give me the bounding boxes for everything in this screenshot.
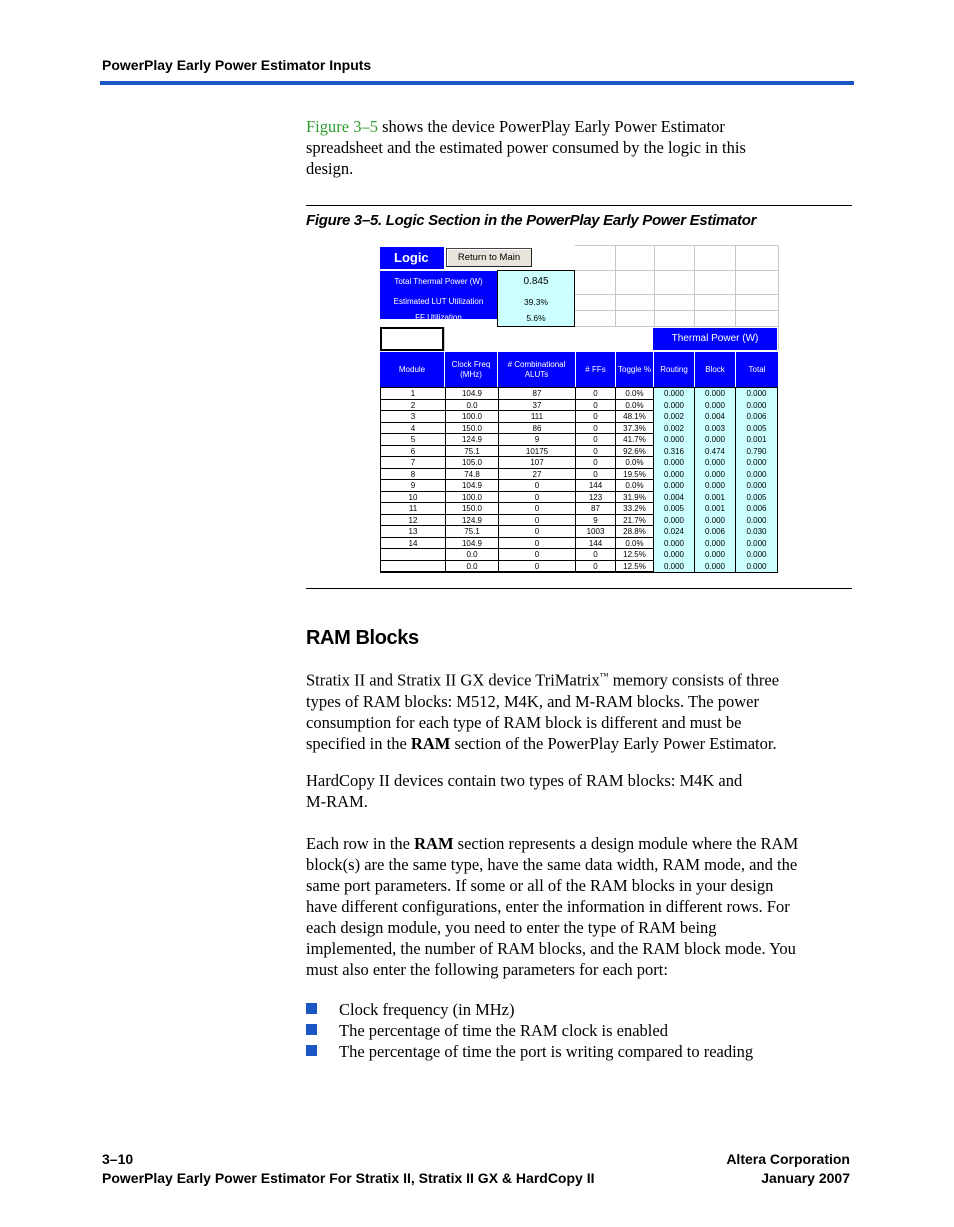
table-cell[interactable]: 0.005	[654, 503, 695, 515]
table-cell[interactable]: 0.000	[695, 457, 736, 469]
table-cell[interactable]: 28.8%	[616, 526, 654, 538]
table-cell[interactable]: 0.000	[695, 469, 736, 481]
p3-line-5: each design module, you need to enter the type of RAM being	[306, 918, 717, 937]
table-cell[interactable]: 31.9%	[616, 492, 654, 504]
table-cell[interactable]: 0.001	[736, 434, 778, 446]
table-cell[interactable]: 0	[499, 503, 576, 515]
table-cell[interactable]: 13	[381, 526, 446, 538]
table-cell[interactable]: 11	[381, 503, 446, 515]
p1-line-1a: Stratix II and Stratix II GX device TriMatrix	[306, 670, 600, 690]
p3-line-4: have different configurations, enter the information in different rows. For	[306, 897, 790, 916]
table-cell[interactable]: 86	[499, 423, 576, 435]
table-cell[interactable]: 92.6%	[616, 446, 654, 458]
table-cell[interactable]: 0	[576, 411, 616, 423]
p3-ram-bold: RAM	[414, 834, 454, 853]
table-cell[interactable]: 124.9	[446, 515, 499, 527]
table-cell[interactable]: 5	[381, 434, 446, 446]
table-cell[interactable]: 0	[576, 446, 616, 458]
table-row	[381, 423, 777, 435]
table-row	[381, 400, 777, 412]
table-cell[interactable]: 100.0	[446, 411, 499, 423]
table-row	[381, 503, 777, 515]
table-cell[interactable]: 10	[381, 492, 446, 504]
table-cell[interactable]: 12.5%	[616, 549, 654, 561]
table-cell[interactable]: 0	[499, 492, 576, 504]
ram-paragraph-1	[306, 666, 854, 754]
table-row	[381, 561, 777, 573]
table-cell[interactable]: 0.024	[654, 526, 695, 538]
logic-spreadsheet	[379, 245, 779, 575]
table-cell[interactable]: 48.1%	[616, 411, 654, 423]
table-cell[interactable]: 75.1	[446, 526, 499, 538]
footer-doc-title: PowerPlay Early Power Estimator For Stratix II, Stratix II GX & HardCopy II	[102, 1170, 595, 1186]
table-cell[interactable]: 12	[381, 515, 446, 527]
table-cell[interactable]: 0.000	[736, 457, 778, 469]
table-cell[interactable]: 0.474	[695, 446, 736, 458]
table-cell[interactable]: 0	[576, 423, 616, 435]
table-cell[interactable]: 10175	[499, 446, 576, 458]
table-row	[381, 526, 777, 538]
intro-paragraph	[306, 116, 854, 179]
table-cell[interactable]	[381, 549, 446, 561]
table-cell[interactable]: 0.000	[654, 538, 695, 550]
table-row	[381, 538, 777, 550]
table-cell[interactable]: 144	[576, 480, 616, 492]
col-header-total: Total	[736, 352, 778, 387]
logic-section-label: Logic	[380, 247, 444, 269]
table-cell[interactable]: 105.0	[446, 457, 499, 469]
table-cell[interactable]: 0.000	[654, 434, 695, 446]
bullet-item	[306, 1041, 854, 1062]
table-cell[interactable]: 0.000	[654, 480, 695, 492]
table-cell[interactable]: 87	[576, 503, 616, 515]
p3-line-1a: Each row in the	[306, 834, 415, 853]
table-cell[interactable]: 0	[576, 469, 616, 481]
table-cell[interactable]: 0.002	[654, 423, 695, 435]
summary-label-ff: FF Utilization	[415, 313, 462, 322]
table-cell[interactable]: 0.000	[736, 561, 778, 573]
table-cell[interactable]: 0.0%	[616, 480, 654, 492]
table-row	[381, 434, 777, 446]
intro-line-1: shows the device PowerPlay Early Power Estimator	[377, 117, 725, 136]
footer-page-number: 3–10	[102, 1151, 134, 1167]
table-cell[interactable]: 0.000	[736, 480, 778, 492]
table-cell[interactable]: 150.0	[446, 503, 499, 515]
table-cell[interactable]: 12.5%	[616, 561, 654, 573]
table-cell[interactable]: 0.000	[736, 538, 778, 550]
bullet-text: The percentage of time the RAM clock is enabled	[339, 1021, 668, 1040]
table-row	[381, 446, 777, 458]
table-cell[interactable]: 0	[576, 434, 616, 446]
footer-company: Altera Corporation	[726, 1151, 850, 1167]
summary-value-thermal: 0.845	[523, 276, 549, 287]
table-cell[interactable]: 0.316	[654, 446, 695, 458]
thermal-power-header: Thermal Power (W)	[653, 328, 777, 350]
table-cell[interactable]: 0.0%	[616, 538, 654, 550]
table-cell[interactable]: 144	[576, 538, 616, 550]
bullet-square-icon	[306, 1003, 317, 1014]
col-header-aluts: # Combinational ALUTs	[498, 352, 575, 387]
table-cell[interactable]: 0.000	[654, 469, 695, 481]
table-cell[interactable]: 0.0	[446, 400, 499, 412]
table-cell[interactable]: 0	[499, 538, 576, 550]
col-header-clock-freq: Clock Freq (MHz)	[445, 352, 497, 387]
table-cell[interactable]: 124.9	[446, 434, 499, 446]
p3-line-7: must also enter the following parameters for each port:	[306, 960, 668, 979]
table-cell[interactable]: 107	[499, 457, 576, 469]
table-cell[interactable]: 0.000	[695, 515, 736, 527]
table-cell[interactable]: 4	[381, 423, 446, 435]
table-cell[interactable]: 0.0	[446, 561, 499, 573]
footer-date: January 2007	[761, 1170, 850, 1186]
table-cell[interactable]: 0.005	[736, 492, 778, 504]
intro-line-3: design.	[306, 159, 354, 178]
table-cell[interactable]: 9	[381, 480, 446, 492]
table-cell[interactable]: 0.004	[695, 411, 736, 423]
table-cell[interactable]: 3	[381, 411, 446, 423]
table-cell[interactable]: 0	[499, 515, 576, 527]
col-header-module: Module	[380, 352, 444, 387]
table-cell[interactable]: 0	[499, 480, 576, 492]
table-cell[interactable]: 0	[576, 561, 616, 573]
table-cell[interactable]: 0.0%	[616, 400, 654, 412]
p3-line-3: same port parameters. If some or all of the RAM blocks in your design	[306, 876, 774, 895]
col-header-toggle: Toggle %	[616, 352, 653, 387]
table-cell[interactable]: 0.0%	[616, 457, 654, 469]
table-cell[interactable]: 0.000	[695, 538, 736, 550]
table-cell[interactable]: 1003	[576, 526, 616, 538]
table-cell[interactable]: 0.000	[695, 549, 736, 561]
table-cell[interactable]: 0.000	[695, 561, 736, 573]
table-cell[interactable]: 0	[576, 549, 616, 561]
p1-line-4c: section of the PowerPlay Early Power Estimator.	[450, 733, 777, 753]
table-row	[381, 492, 777, 504]
table-cell[interactable]: 100.0	[446, 492, 499, 504]
table-cell[interactable]: 0.000	[736, 388, 778, 400]
table-cell[interactable]: 0.006	[695, 526, 736, 538]
ram-paragraph-3	[306, 833, 854, 980]
table-cell[interactable]: 0.000	[654, 400, 695, 412]
section-heading: RAM Blocks	[306, 627, 419, 649]
table-cell[interactable]: 21.7%	[616, 515, 654, 527]
table-cell[interactable]: 0.030	[736, 526, 778, 538]
figure-caption: Figure 3–5. Logic Section in the PowerPlay Early Power Estimator	[306, 212, 757, 229]
table-cell[interactable]: 0.000	[695, 480, 736, 492]
selected-cell[interactable]	[380, 327, 444, 351]
return-to-main-button[interactable]: Return to Main	[446, 248, 532, 267]
p2-line-2: M-RAM.	[306, 792, 368, 811]
table-cell[interactable]: 0.790	[736, 446, 778, 458]
bullet-square-icon	[306, 1045, 317, 1056]
table-cell[interactable]: 0.000	[736, 400, 778, 412]
table-cell[interactable]: 0	[576, 457, 616, 469]
figure-bottom-rule	[306, 588, 852, 589]
table-cell[interactable]: 0.003	[695, 423, 736, 435]
summary-label-lut: Estimated LUT Utilization	[393, 297, 484, 306]
table-cell[interactable]: 0.005	[736, 423, 778, 435]
table-cell[interactable]: 0.000	[654, 457, 695, 469]
p1-line-2: types of RAM blocks: M512, M4K, and M-RAM blocks. The power	[306, 691, 759, 711]
table-cell[interactable]: 0	[576, 400, 616, 412]
table-cell[interactable]: 0.000	[654, 515, 695, 527]
table-cell[interactable]: 27	[499, 469, 576, 481]
table-cell[interactable]: 0	[576, 388, 616, 400]
table-cell[interactable]: 0.000	[654, 388, 695, 400]
table-cell[interactable]: 0	[499, 561, 576, 573]
table-cell[interactable]: 75.1	[446, 446, 499, 458]
table-cell[interactable]: 0.0	[446, 549, 499, 561]
table-cell[interactable]: 0.001	[695, 492, 736, 504]
table-cell[interactable]: 123	[576, 492, 616, 504]
table-cell[interactable]: 8	[381, 469, 446, 481]
ram-paragraph-2	[306, 770, 854, 812]
table-cell[interactable]: 14	[381, 538, 446, 550]
table-cell[interactable]: 104.9	[446, 388, 499, 400]
table-cell[interactable]: 0.004	[654, 492, 695, 504]
table-cell[interactable]: 104.9	[446, 480, 499, 492]
table-cell[interactable]: 9	[576, 515, 616, 527]
table-cell[interactable]: 2	[381, 400, 446, 412]
table-cell[interactable]: 0.000	[654, 549, 695, 561]
table-cell[interactable]: 111	[499, 411, 576, 423]
table-cell[interactable]: 0.000	[736, 469, 778, 481]
intro-line-2: spreadsheet and the estimated power consumed by the logic in this	[306, 138, 746, 157]
table-cell[interactable]: 0.000	[736, 515, 778, 527]
table-cell[interactable]: 9	[499, 434, 576, 446]
table-row	[381, 549, 777, 561]
p1-line-4a: specified in the	[306, 733, 411, 753]
figure-top-rule	[306, 205, 852, 206]
p3-line-1c: section represents a design module where the RAM	[453, 834, 799, 853]
table-cell[interactable]: 0	[499, 526, 576, 538]
col-header-block: Block	[695, 352, 735, 387]
p1-line-3: consumption for each type of RAM block is different and must be	[306, 712, 742, 732]
table-cell[interactable]: 0.006	[736, 503, 778, 515]
bullet-item	[306, 999, 854, 1020]
summary-label-thermal: Total Thermal Power (W)	[394, 277, 483, 286]
table-cell[interactable]: 1	[381, 388, 446, 400]
table-row	[381, 411, 777, 423]
header-rule	[100, 81, 854, 85]
table-row	[381, 469, 777, 481]
trademark-symbol: ™	[599, 671, 609, 681]
bullet-text: The percentage of time the port is writing compared to reading	[339, 1042, 754, 1061]
p3-line-6: implemented, the number of RAM blocks, and the RAM block mode. You	[306, 939, 796, 958]
figure-link[interactable]: Figure 3–5	[306, 117, 378, 136]
table-cell[interactable]: 33.2%	[616, 503, 654, 515]
table-row	[381, 515, 777, 527]
col-header-routing: Routing	[654, 352, 694, 387]
table-cell[interactable]: 0.000	[695, 400, 736, 412]
table-cell[interactable]: 19.5%	[616, 469, 654, 481]
bullet-text: Clock frequency (in MHz)	[339, 1000, 515, 1019]
table-cell[interactable]: 41.7%	[616, 434, 654, 446]
table-cell[interactable]: 37	[499, 400, 576, 412]
table-cell[interactable]: 0.0%	[616, 388, 654, 400]
logic-table-body	[380, 387, 778, 573]
summary-value-lut: 39.3%	[523, 297, 549, 307]
p2-line-1: HardCopy II devices contain two types of RAM blocks: M4K and	[306, 771, 743, 790]
table-cell[interactable]	[381, 561, 446, 573]
table-cell[interactable]: 74.8	[446, 469, 499, 481]
table-row	[381, 388, 777, 400]
bullet-item	[306, 1020, 854, 1041]
bullet-square-icon	[306, 1024, 317, 1035]
table-cell[interactable]: 0.006	[736, 411, 778, 423]
table-cell[interactable]: 0	[499, 549, 576, 561]
table-cell[interactable]: 87	[499, 388, 576, 400]
table-row	[381, 457, 777, 469]
table-cell[interactable]: 6	[381, 446, 446, 458]
table-cell[interactable]: 0.000	[736, 549, 778, 561]
table-cell[interactable]: 0.000	[654, 561, 695, 573]
summary-value-ff: 5.6%	[526, 313, 546, 323]
col-header-ffs: # FFs	[576, 352, 615, 387]
table-cell[interactable]: 7	[381, 457, 446, 469]
table-cell[interactable]: 104.9	[446, 538, 499, 550]
running-header: PowerPlay Early Power Estimator Inputs	[102, 57, 372, 73]
table-cell[interactable]: 0.000	[695, 434, 736, 446]
p1-line-1b: memory consists of three	[608, 670, 780, 690]
table-row	[381, 480, 777, 492]
table-cell[interactable]: 37.3%	[616, 423, 654, 435]
p1-ram-bold: RAM	[410, 733, 451, 753]
table-cell[interactable]: 150.0	[446, 423, 499, 435]
table-cell[interactable]: 0.001	[695, 503, 736, 515]
table-cell[interactable]: 0.002	[654, 411, 695, 423]
p3-line-2: block(s) are the same type, have the same data width, RAM mode, and the	[306, 855, 798, 874]
table-cell[interactable]: 0.000	[695, 388, 736, 400]
